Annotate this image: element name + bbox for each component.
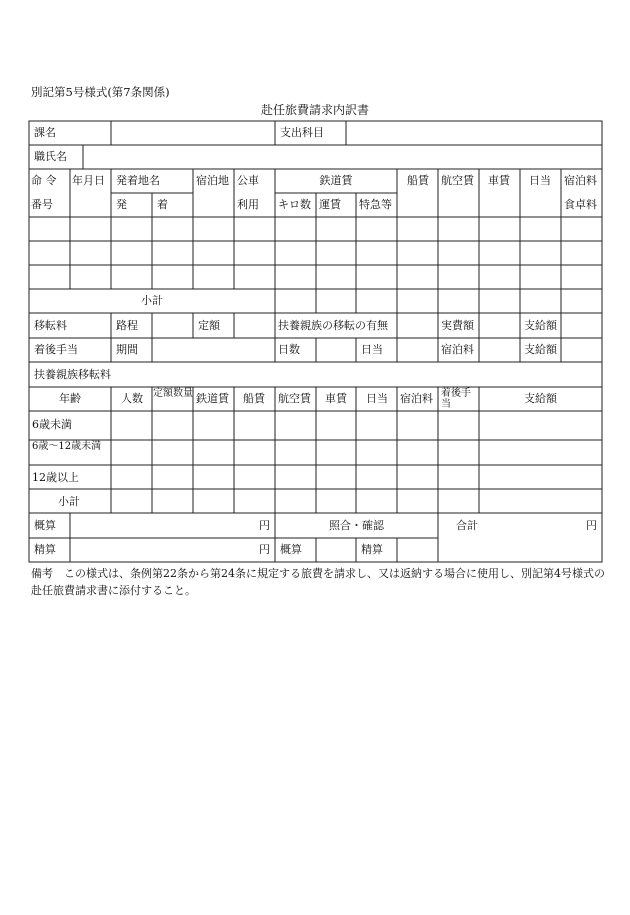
name-label: 職氏名 xyxy=(34,150,67,163)
distance-label: 路程 xyxy=(116,319,138,332)
dependents-section-title: 扶養親族移転料 xyxy=(34,368,111,381)
arrival-allowance-label: 着後手当 xyxy=(34,343,78,356)
km-header: キロ数 xyxy=(278,198,311,211)
document-title: 赴任旅費請求内訳書 xyxy=(260,103,369,117)
actual-cost-label: 実費額 xyxy=(441,319,474,332)
air-header: 航空賃 xyxy=(441,174,474,187)
verify-settlement-label: 精算 xyxy=(361,543,383,556)
dep-lodging-header: 宿泊料 xyxy=(400,392,433,405)
dep-subtotal-label: 小計 xyxy=(58,495,80,508)
age-header: 年齢 xyxy=(59,392,81,405)
days-label: 日数 xyxy=(278,343,300,356)
depart-header: 発 xyxy=(116,198,127,211)
estimate-label: 概算 xyxy=(34,519,56,532)
date-header: 年月日 xyxy=(72,174,105,187)
dep-rail-header: 鉄道賃 xyxy=(196,392,229,405)
verify-label: 照合・確認 xyxy=(329,519,384,532)
settlement-label: 精算 xyxy=(34,543,56,556)
verify-estimate-label: 概算 xyxy=(280,543,302,556)
arrival-lodging-label: 宿泊料 xyxy=(441,343,474,356)
fixed-label: 定額 xyxy=(198,319,220,332)
arrival-payment-label: 支給額 xyxy=(524,343,557,356)
order-header-2: 番号 xyxy=(31,198,53,211)
lodging-place-header: 宿泊地 xyxy=(196,174,229,187)
remarks-note: 備考 この様式は、条例第22条から第24条に規定する旅費を請求し、又は返納する場合に使用し、別記第4号様式の赴任旅費請求書に添付すること。 xyxy=(31,567,605,597)
total-yen: 円 xyxy=(586,519,597,532)
fare-header: 運賃 xyxy=(319,198,341,211)
age-row-12-plus: 12歳以上 xyxy=(32,471,79,484)
dep-arrival-header: 着後手当 xyxy=(441,388,471,410)
trip-subtotal-label: 小計 xyxy=(141,294,163,307)
estimate-yen: 円 xyxy=(259,519,270,532)
dep-ship-header: 船賃 xyxy=(243,392,265,405)
dependents-move-label: 扶養親族の移転の有無 xyxy=(278,319,388,332)
fixed-qty-header: 定額数量 xyxy=(153,388,193,399)
car-header: 車賃 xyxy=(488,174,510,187)
official-car-header-2: 利用 xyxy=(237,198,259,211)
relocation-payment-label: 支給額 xyxy=(524,319,557,332)
rail-fare-header: 鉄道賃 xyxy=(319,174,353,187)
official-car-header: 公車 xyxy=(237,174,259,187)
meal-fee-header: 食卓料 xyxy=(564,198,597,211)
dep-air-header: 航空賃 xyxy=(278,392,311,405)
arrival-per-diem-label: 日当 xyxy=(361,343,383,356)
age-row-6-to-12: 6歳～12歳未満 xyxy=(32,441,102,452)
account-label: 支出科目 xyxy=(280,126,324,139)
dept-label: 課名 xyxy=(34,126,56,139)
period-label: 期間 xyxy=(116,343,138,356)
lodging-fee-header: 宿泊料 xyxy=(564,174,597,187)
route-header: 発着地名 xyxy=(116,174,160,187)
express-header: 特急等 xyxy=(359,198,392,211)
order-header: 命 令 xyxy=(31,174,57,187)
dep-car-header: 車賃 xyxy=(325,392,347,405)
dep-per-diem-header: 日当 xyxy=(366,392,388,405)
arrive-header: 着 xyxy=(157,198,168,211)
form-identifier: 別記第5号様式(第7条関係) xyxy=(31,85,170,99)
settlement-yen: 円 xyxy=(259,543,270,556)
relocation-label: 移転料 xyxy=(34,319,67,332)
dep-payment-header: 支給額 xyxy=(524,392,557,405)
total-label: 合計 xyxy=(456,519,478,532)
per-diem-header: 日当 xyxy=(529,174,551,187)
age-row-under-6: 6歳未満 xyxy=(32,418,72,431)
persons-header: 人数 xyxy=(121,392,143,405)
ship-header: 船賃 xyxy=(407,174,429,187)
